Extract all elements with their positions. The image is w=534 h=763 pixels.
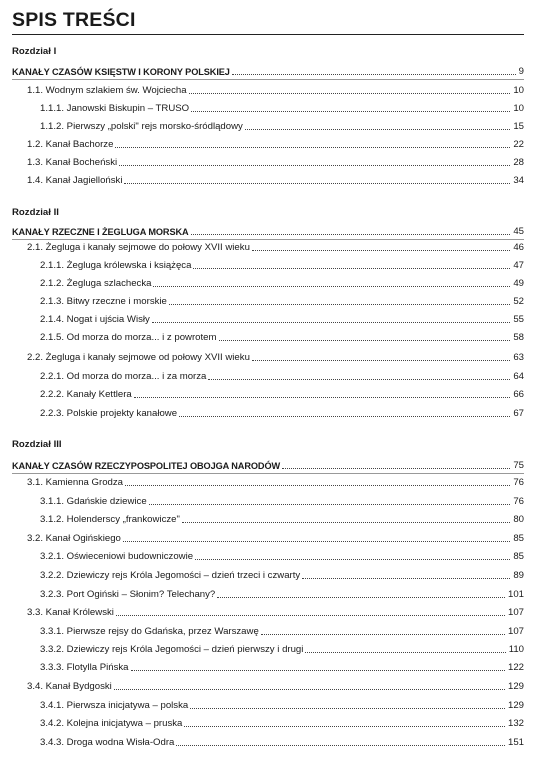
page-number: 10 (513, 103, 524, 114)
dot-leader (261, 634, 505, 635)
toc-entry[interactable] (40, 294, 524, 308)
page-number: 80 (513, 514, 524, 525)
dot-leader (232, 74, 516, 75)
page-number: 46 (513, 242, 524, 253)
dot-leader (114, 689, 505, 690)
dot-leader (149, 504, 511, 505)
section-rule (12, 473, 524, 474)
page-number: 66 (513, 389, 524, 400)
page-number: 107 (507, 626, 524, 637)
page-number: 52 (513, 296, 524, 307)
page-number: 34 (513, 175, 524, 186)
dot-leader (125, 485, 510, 486)
title-rule (12, 34, 524, 35)
toc-entry[interactable] (40, 119, 524, 133)
toc-entry[interactable] (40, 406, 524, 420)
toc-entry[interactable] (40, 276, 524, 290)
toc-entry[interactable] (40, 387, 524, 401)
toc-entry[interactable] (40, 512, 524, 526)
toc-entry[interactable] (27, 155, 524, 169)
toc-entry-text: 3.3. Kanał Królewski (27, 607, 114, 618)
toc-entry[interactable] (40, 624, 524, 638)
toc-entry[interactable] (40, 549, 524, 563)
dot-leader (190, 708, 505, 709)
chapter-heading[interactable] (12, 458, 524, 472)
toc-entry-text: 2.2.2. Kanały Kettlera (40, 389, 132, 400)
toc-entry-text: 2.1.2. Żegluga szlachecka (40, 278, 152, 289)
toc-entry[interactable] (27, 137, 524, 151)
page-number: 75 (513, 460, 524, 471)
chapter-label: Rozdział I (12, 46, 57, 57)
toc-entry[interactable] (27, 679, 524, 693)
page-number: 85 (513, 551, 524, 562)
page-number: 122 (507, 662, 524, 673)
toc-entry-text: 3.4.3. Droga wodna Wisła-Odra (40, 737, 175, 748)
page-number: 85 (513, 533, 524, 544)
toc-entry[interactable] (40, 101, 524, 115)
toc-entry-text: 1.1.1. Janowski Biskupin – TRUSO (40, 103, 190, 114)
toc-entry[interactable] (40, 716, 524, 730)
toc-entry[interactable] (40, 642, 524, 656)
toc-entry-text: 2.1.3. Bitwy rzeczne i morskie (40, 296, 167, 307)
dot-leader (252, 250, 510, 251)
dot-leader (123, 541, 510, 542)
toc-title: SPIS TREŚCI (12, 9, 136, 31)
dot-leader (195, 559, 510, 560)
page-number: 28 (513, 157, 524, 168)
page-number: 10 (513, 85, 524, 96)
page-number: 132 (507, 718, 524, 729)
page-number: 76 (513, 477, 524, 488)
chapter-heading[interactable] (12, 224, 524, 238)
toc-entry-text: 2.1. Żegluga i kanały sejmowe do połowy XVII wieku (27, 242, 250, 253)
page-number: 89 (513, 570, 524, 581)
page-number: 55 (513, 314, 524, 325)
dot-leader (131, 670, 505, 671)
dot-leader (119, 165, 510, 166)
toc-entry-text: 1.1. Wodnym szlakiem św. Wojciecha (27, 85, 187, 96)
toc-entry-text: 3.2.1. Oświeceniowi budowniczowie (40, 551, 194, 562)
toc-entry[interactable] (40, 312, 524, 326)
dot-leader (153, 286, 510, 287)
toc-entry[interactable] (27, 475, 524, 489)
page-number: 49 (513, 278, 524, 289)
toc-entry-text: 3.4.2. Kolejna inicjatywa – pruska (40, 718, 183, 729)
toc-entry[interactable] (40, 698, 524, 712)
dot-leader (184, 726, 505, 727)
toc-entry-text: 3.2.2. Dziewiczy rejs Króla Jegomości – dzień trzeci i czwarty (40, 570, 301, 581)
dot-leader (134, 397, 511, 398)
toc-entry-text: 2.2.1. Od morza do morza... i za morza (40, 371, 207, 382)
toc-entry-text: 3.4.1. Pierwsza inicjatywa – polska (40, 700, 189, 711)
dot-leader (176, 745, 505, 746)
dot-leader (124, 183, 510, 184)
dot-leader (208, 379, 510, 380)
dot-leader (116, 615, 505, 616)
toc-entry[interactable] (27, 531, 524, 545)
dot-leader (245, 129, 511, 130)
chapter-label: Rozdział II (12, 207, 59, 218)
dot-leader (169, 304, 510, 305)
page-number: 101 (507, 589, 524, 600)
chapter-heading-text: KANAŁY CZASÓW RZECZYPOSPOLITEJ OBOJGA NARODÓW (12, 461, 281, 471)
dot-leader (302, 578, 510, 579)
toc-entry-text: 1.4. Kanał Jagielloński (27, 175, 123, 186)
toc-entry[interactable] (40, 587, 524, 601)
page-number: 45 (513, 226, 524, 237)
toc-entry-text: 2.2.3. Polskie projekty kanałowe (40, 408, 178, 419)
page-number: 15 (513, 121, 524, 132)
dot-leader (191, 111, 510, 112)
toc-entry[interactable] (40, 735, 524, 749)
toc-entry[interactable] (40, 258, 524, 272)
dot-leader (152, 322, 510, 323)
dot-leader (252, 360, 510, 361)
dot-leader (193, 268, 510, 269)
dot-leader (217, 597, 505, 598)
dot-leader (115, 147, 510, 148)
dot-leader (219, 340, 511, 341)
toc-entry-text: 3.3.2. Dziewiczy rejs Króla Jegomości – dzień pierwszy i drugi (40, 644, 304, 655)
toc-entry-text: 1.3. Kanał Bocheński (27, 157, 118, 168)
dot-leader (191, 234, 511, 235)
chapter-heading[interactable] (12, 64, 524, 78)
page-number: 107 (507, 607, 524, 618)
page-number: 76 (513, 496, 524, 507)
toc-entry[interactable] (27, 605, 524, 619)
toc-entry[interactable] (40, 369, 524, 383)
chapter-heading-text: KANAŁY CZASÓW KSIĘSTW I KORONY POLSKIEJ (12, 67, 230, 77)
page-number: 64 (513, 371, 524, 382)
page-number: 110 (508, 644, 524, 655)
toc-entry[interactable] (27, 350, 524, 364)
page-number: 63 (513, 352, 524, 363)
dot-leader (189, 93, 511, 94)
toc-entry[interactable] (40, 330, 524, 344)
toc-entry-text: 1.2. Kanał Bachorze (27, 139, 114, 150)
toc-entry-text: 3.1.2. Holenderscy „frankowicze" (40, 514, 180, 525)
toc-entry[interactable] (40, 568, 524, 582)
chapter-heading-text: KANAŁY RZECZNE I ŻEGLUGA MORSKA (12, 227, 189, 237)
page-number: 129 (507, 700, 524, 711)
toc-entry-text: 3.1. Kamienna Grodza (27, 477, 123, 488)
page-number: 47 (513, 260, 524, 271)
page-number: 58 (513, 332, 524, 343)
toc-entry-text: 1.1.2. Pierwszy „polski" rejs morsko-śródlądowy (40, 121, 243, 132)
dot-leader (182, 522, 510, 523)
toc-entry-text: 3.3.3. Flotylla Pińska (40, 662, 129, 673)
chapter-label: Rozdział III (12, 439, 62, 450)
toc-entry[interactable] (27, 173, 524, 187)
page-number: 22 (513, 139, 524, 150)
toc-entry-text: 2.1.5. Od morza do morza... i z powrotem (40, 332, 217, 343)
toc-entry[interactable] (27, 83, 524, 97)
page-number: 9 (518, 66, 524, 77)
toc-entry[interactable] (40, 494, 524, 508)
section-rule (12, 79, 524, 80)
page-number: 67 (513, 408, 524, 419)
toc-entry-text: 2.2. Żegluga i kanały sejmowe od połowy XVII wieku (27, 352, 250, 363)
dot-leader (282, 468, 510, 469)
toc-entry-text: 2.1.4. Nogat i ujścia Wisły (40, 314, 150, 325)
toc-entry-text: 3.4. Kanał Bydgoski (27, 681, 112, 692)
dot-leader (179, 416, 510, 417)
toc-entry-text: 3.2.3. Port Ogiński – Słonim? Telechany? (40, 589, 216, 600)
toc-entry-text: 3.2. Kanał Ogińskiego (27, 533, 121, 544)
toc-entry-text: 3.3.1. Pierwsze rejsy do Gdańska, przez Warszawę (40, 626, 259, 637)
dot-leader (305, 652, 505, 653)
page-number: 129 (507, 681, 524, 692)
toc-entry[interactable] (40, 660, 524, 674)
toc-entry-text: 2.1.1. Żegluga królewska i książęca (40, 260, 192, 271)
toc-entry-text: 3.1.1. Gdańskie dziewice (40, 496, 147, 507)
toc-entry[interactable] (27, 240, 524, 254)
page-number: 151 (507, 737, 524, 748)
